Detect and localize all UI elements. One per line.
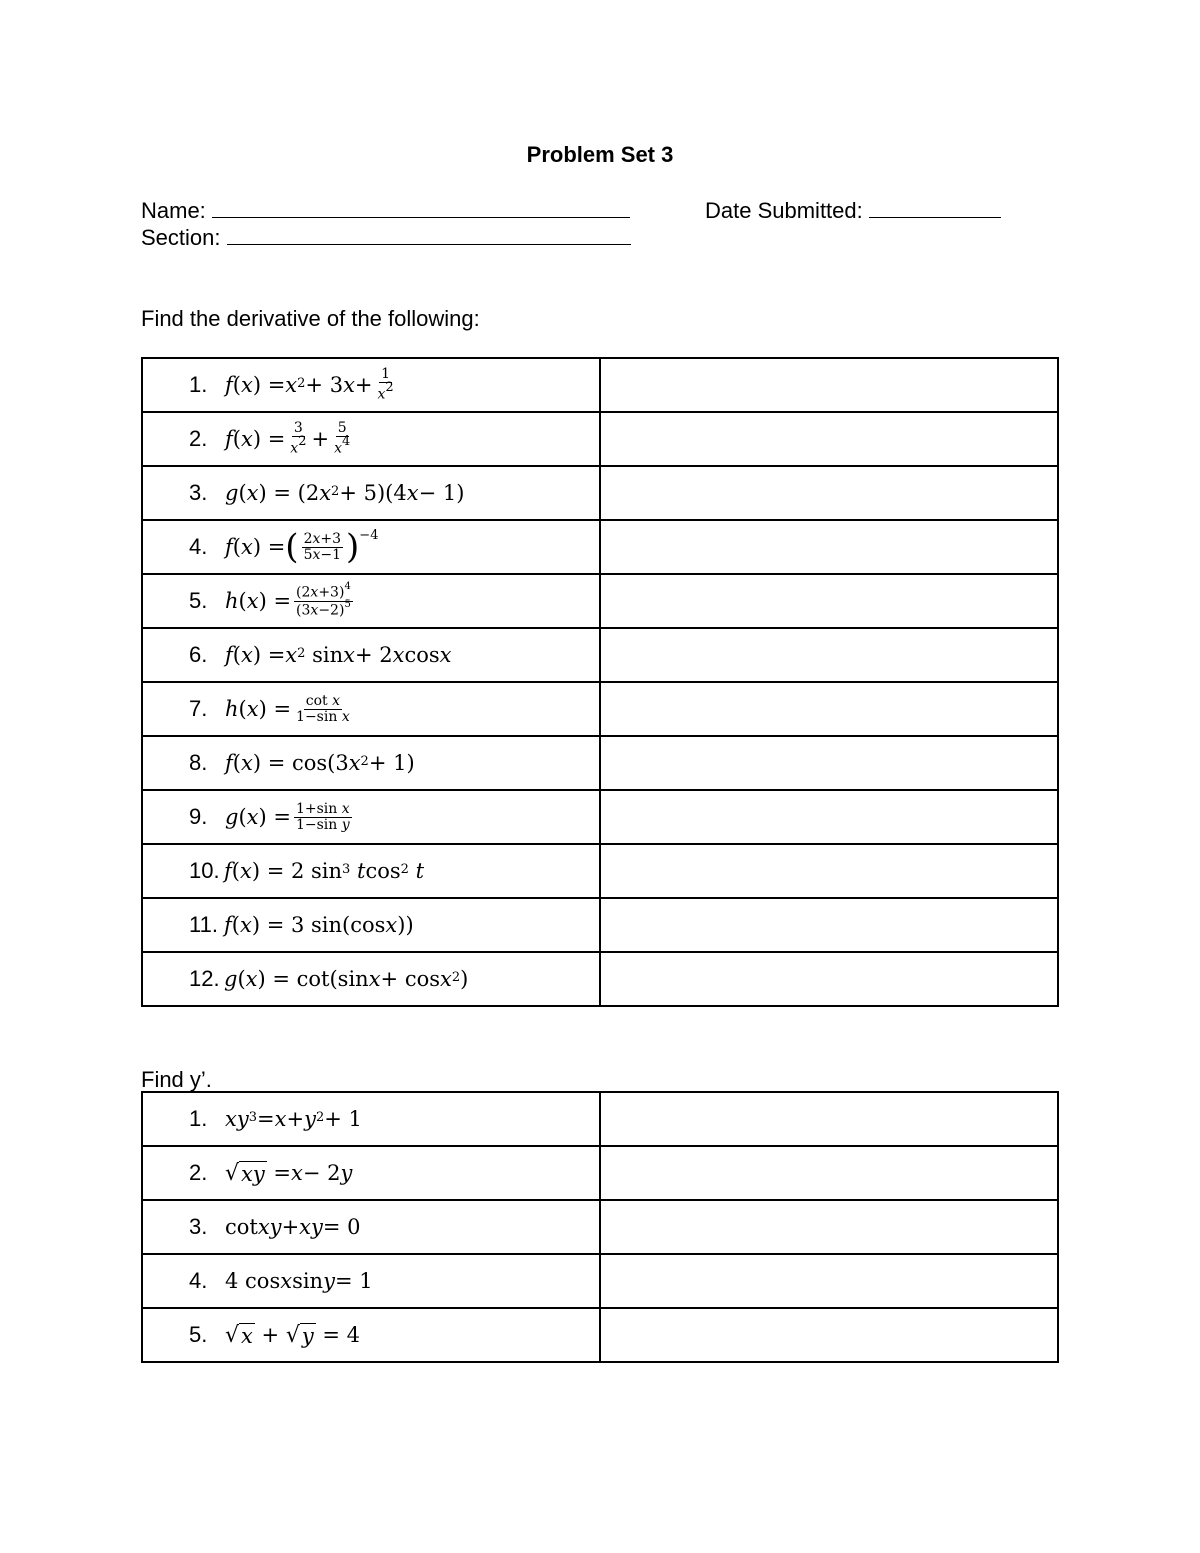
section-field[interactable] [141, 224, 631, 251]
problem-expression: √ x + √ y = 4 [225, 1322, 361, 1348]
table-row [142, 1308, 1058, 1362]
table-row [142, 1200, 1058, 1254]
section-blank[interactable] [227, 224, 631, 245]
problem-number: 12. [189, 966, 220, 991]
answer-cell[interactable] [600, 736, 1058, 790]
answer-cell[interactable] [600, 412, 1058, 466]
problem-number: 1. [189, 1106, 208, 1131]
answer-cell[interactable] [600, 682, 1058, 736]
answer-cell[interactable] [600, 844, 1058, 898]
name-blank[interactable] [212, 197, 630, 218]
table-row [142, 682, 1058, 736]
table-row [142, 1146, 1058, 1200]
problem-number: 4. [189, 1268, 208, 1293]
implicit-table [141, 1091, 1059, 1363]
part1-instruction: Find the derivative of the following: [141, 306, 480, 331]
name-field[interactable] [141, 197, 630, 224]
table-row [142, 358, 1058, 412]
date-field[interactable] [705, 197, 1001, 224]
problem-number: 11. [189, 912, 218, 937]
answer-cell[interactable] [600, 466, 1058, 520]
problem-number: 5. [189, 588, 208, 613]
table-row [142, 844, 1058, 898]
problem-expression: cot xy + xy = 0 [225, 1215, 361, 1239]
date-label: Date Submitted: [705, 198, 863, 223]
answer-cell[interactable] [600, 1254, 1058, 1308]
part2-instruction: Find y’. [141, 1067, 212, 1092]
problem-expression: f ( x ) = 2 sin $^3$ t cos $^2$ t [224, 859, 425, 883]
problem-expression: xy $^3$ = x + y $^2$ + 1 [225, 1107, 362, 1131]
answer-cell[interactable] [600, 898, 1058, 952]
problem-expression: g ( x ) = (2 x $^2$ + 5)(4 x − 1) [225, 481, 465, 505]
problem-number: 6. [189, 642, 208, 667]
date-blank[interactable] [869, 197, 1001, 218]
answer-cell[interactable] [600, 628, 1058, 682]
problem-number: 10. [189, 858, 220, 883]
problem-number: 1. [189, 372, 208, 397]
problem-number: 3. [189, 1214, 208, 1239]
problem-expression: h ( x ) = $\frac{\text{cot x}}{\text{1−sin x}}$ [225, 692, 350, 725]
name-label: Name: [141, 198, 206, 223]
problem-expression: 4 cos x sin y = 1 [225, 1269, 373, 1293]
answer-cell[interactable] [600, 574, 1058, 628]
table-row [142, 736, 1058, 790]
answer-cell[interactable] [600, 1308, 1058, 1362]
table-row [142, 1254, 1058, 1308]
problem-expression: f ( x ) = $\frac{3}{x^2}$ + $\frac{5}{x^4}$ [225, 420, 351, 457]
answer-cell[interactable] [600, 520, 1058, 574]
table-row [142, 898, 1058, 952]
table-row [142, 790, 1058, 844]
problem-expression: g ( x ) = $\frac{\text{1+sin x}}{\text{1−sin y}}$ [225, 800, 350, 833]
problem-expression: f ( x ) = cos(3 x $^2$ + 1) [225, 751, 415, 775]
problem-expression: h ( x ) = $\frac{(2x+3)^4}{(3x-2)^5}$ [225, 581, 351, 619]
answer-cell[interactable] [600, 1200, 1058, 1254]
derivative-table [141, 357, 1059, 1007]
problem-expression: f ( x ) = 3 sin(cos x )) [224, 913, 414, 937]
problem-number: 2. [189, 426, 208, 451]
problem-number: 3. [189, 480, 208, 505]
table-row [142, 412, 1058, 466]
problem-number: 7. [189, 696, 208, 721]
section-label: Section: [141, 225, 221, 250]
problem-number: 4. [189, 534, 208, 559]
table-row [142, 952, 1058, 1006]
problem-expression: f ( x ) = x $^2$ sin x + 2 x cos x [225, 643, 452, 667]
table-row [142, 628, 1058, 682]
table-row [142, 466, 1058, 520]
table-row [142, 520, 1058, 574]
problem-number: 2. [189, 1160, 208, 1185]
problem-expression: f ( x ) = x $^2$ + 3 x + $\frac{1}{x^2}$ [225, 366, 394, 403]
page-title: Problem Set 3 [526, 142, 674, 167]
problem-number: 8. [189, 750, 208, 775]
table-row [142, 574, 1058, 628]
answer-cell[interactable] [600, 358, 1058, 412]
problem-number: 9. [189, 804, 208, 829]
problem-expression: g ( x ) = cot(sin x + cos x $^2$ ) [224, 967, 469, 991]
problem-expression: √ xy = x − 2 y [225, 1160, 353, 1186]
problem-expression: f ( x ) = ( $\frac{2x+3}{5x-1}$ ) $^{-4}$ [225, 527, 379, 567]
problem-number: 5. [189, 1322, 208, 1347]
table-row [142, 1092, 1058, 1146]
answer-cell[interactable] [600, 790, 1058, 844]
answer-cell[interactable] [600, 1146, 1058, 1200]
answer-cell[interactable] [600, 1092, 1058, 1146]
answer-cell[interactable] [600, 952, 1058, 1006]
